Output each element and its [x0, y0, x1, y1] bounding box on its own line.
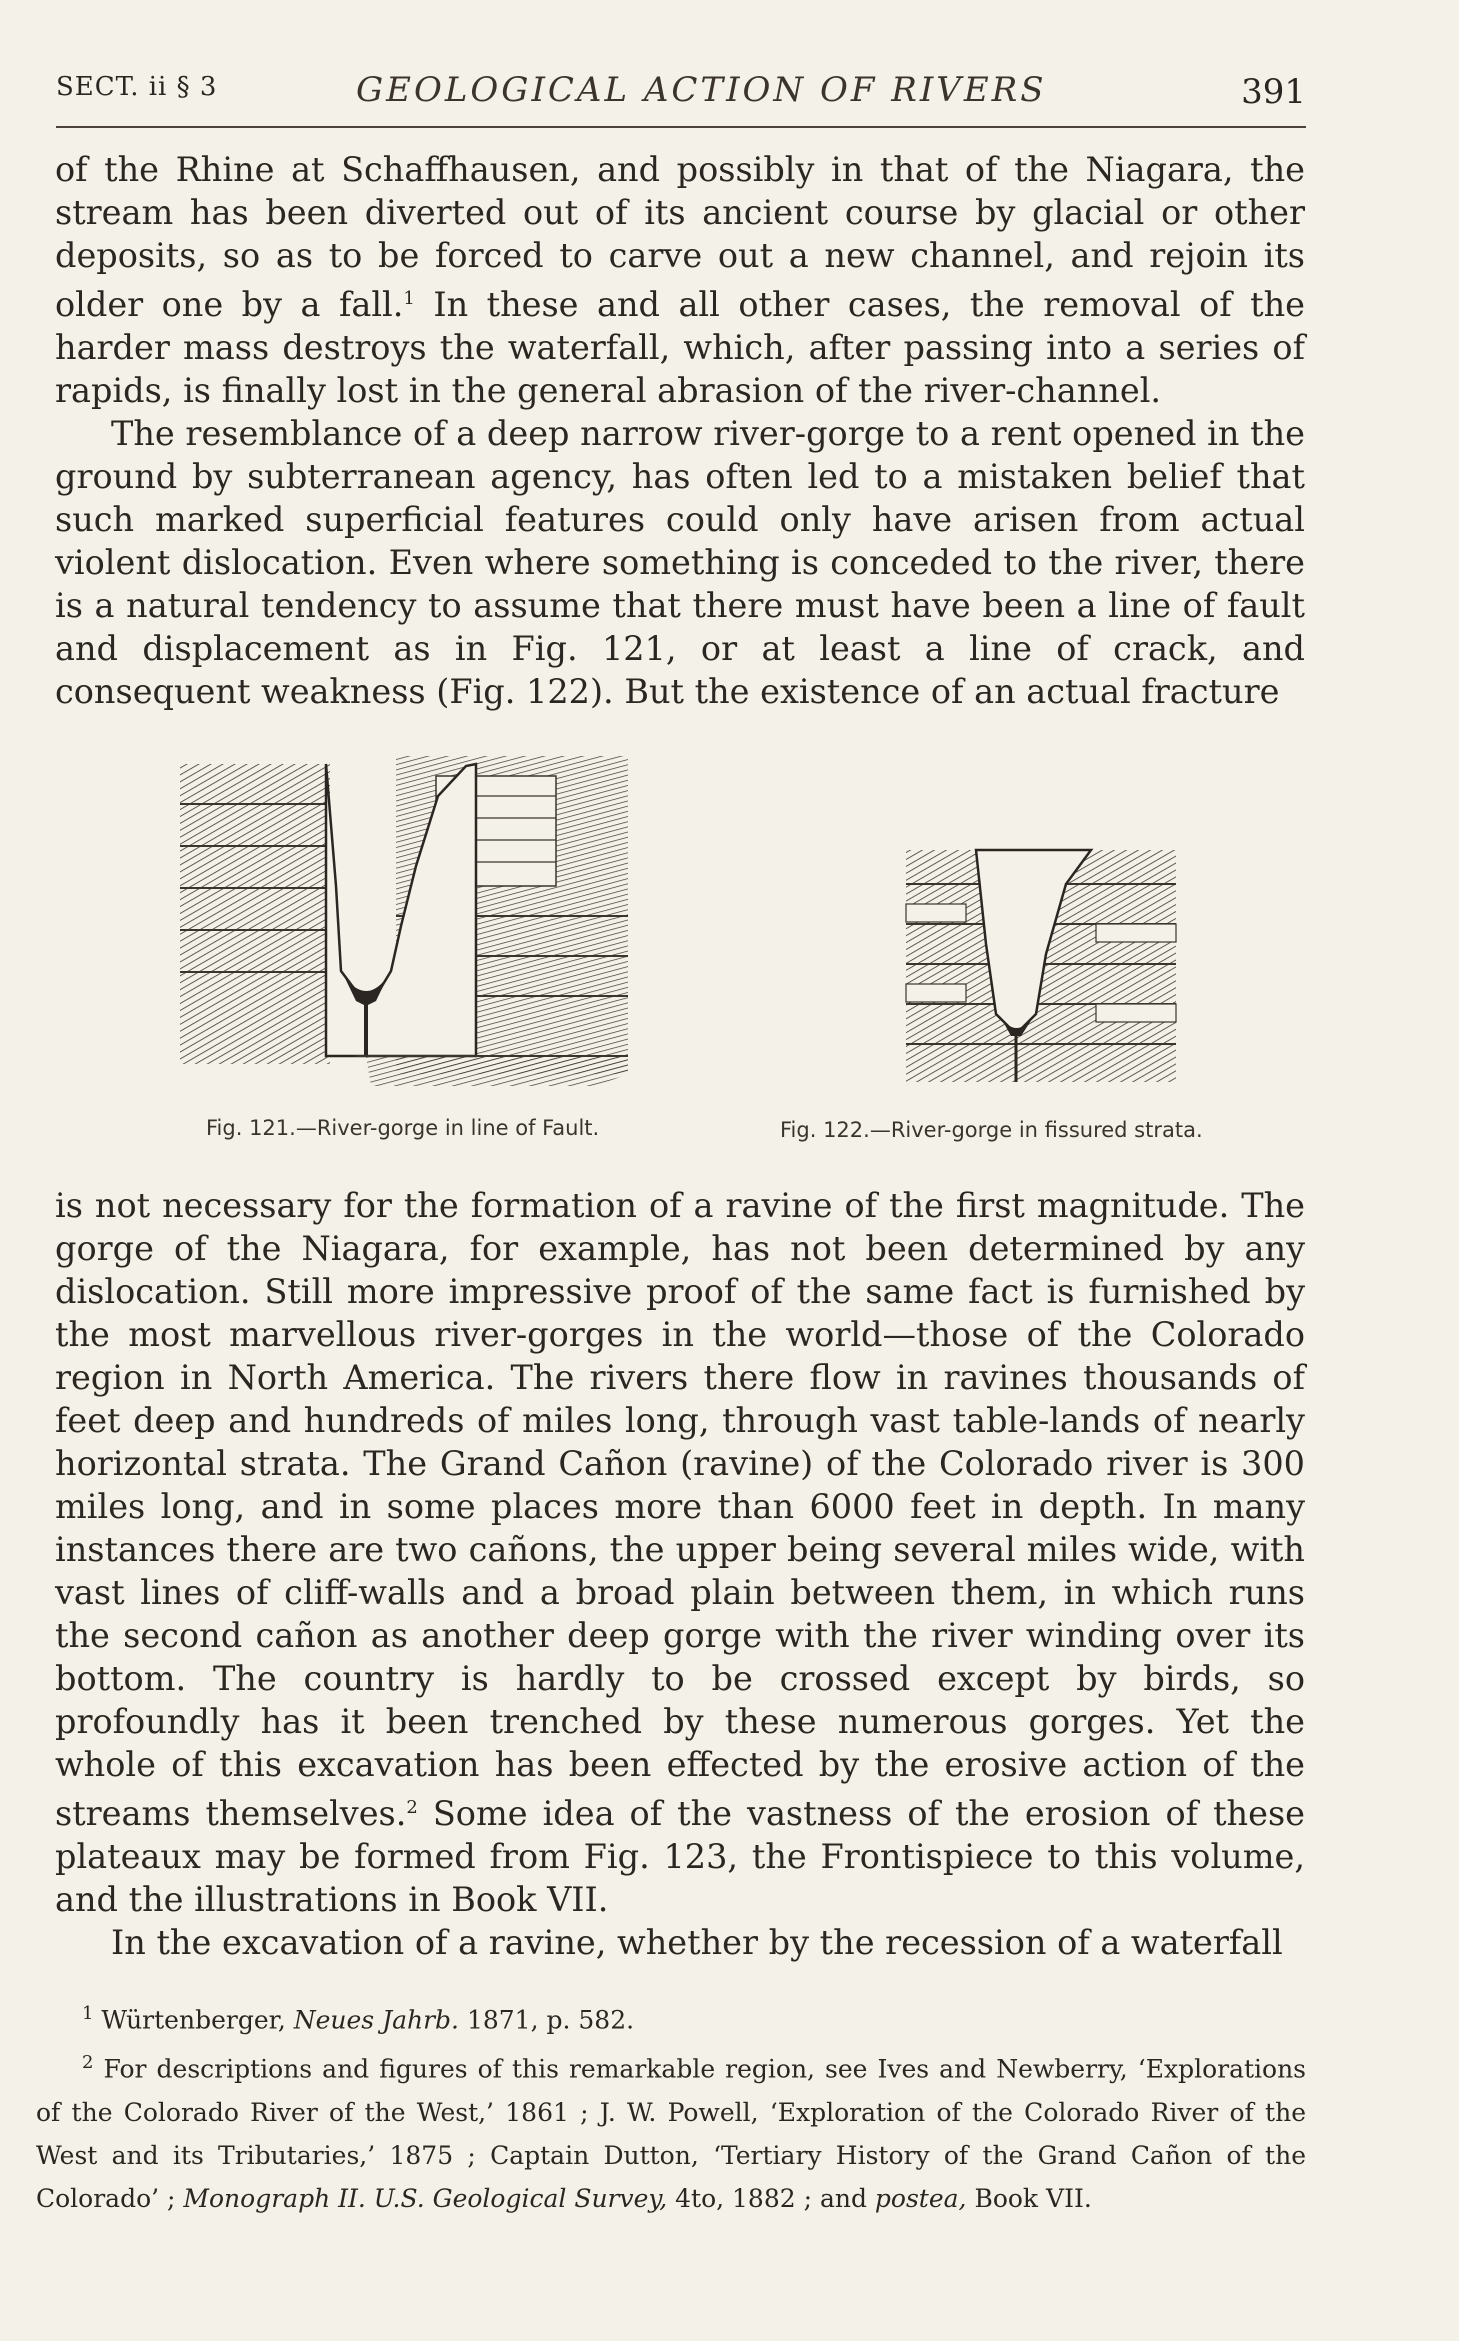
page-number: 391 — [1241, 72, 1306, 112]
footnote-2 — [36, 2041, 1306, 2219]
footnote-2-rest: 4to, 1882 ; and — [667, 2183, 875, 2213]
footnote-ref-1: 1 — [403, 288, 415, 309]
paragraph-3-continuation: Some idea of the vastness of the erosion of these plateaux may be formed from Fig. 123, the Frontispiece to this volume, and the illustrations in Book VII. — [55, 1794, 1305, 1920]
running-header — [56, 66, 1306, 128]
paragraph-3 — [55, 1184, 1305, 1921]
paragraph-4: In the excavation of a ravine, whether by the recession of a waterfall — [111, 1923, 1283, 1963]
footnote-2-monograph: Monograph II. U.S. Geological Survey, — [183, 2183, 668, 2213]
footnote-1-rest: 1871, p. 582. — [459, 2005, 635, 2035]
figures-area — [0, 750, 1459, 1170]
paragraph-1-continuation: In these and all other cases, the removal of the harder mass destroys the waterfall, which, after passing into a series of rapids, is finally lost in the general abrasion of the river-channel. — [55, 285, 1305, 411]
figure-122-illustration — [896, 844, 1186, 1094]
figure-121-caption: Fig. 121.—River-gorge in line of Fault. — [206, 1116, 600, 1140]
footnote-1-text: Würtenberger, — [93, 2005, 294, 2035]
fig121-left-block — [180, 764, 330, 1064]
footnote-1-number: 1 — [82, 2003, 94, 2024]
figure-121-illustration — [176, 756, 636, 1096]
footnote-1 — [36, 1992, 1306, 2041]
paragraph-3-text: is not necessary for the formation of a ravine of the first magnitude. The gorge of the Niagara, for example, has not been determined by any dislocation. Still more impressive proof of the same fact is furnished by the most marvellous river-gorges in the world—those of the Colorado region in North America. The rivers there flow in ravines thousands of feet deep and hundreds of miles long, through vast table-lands of nearly horizontal strata. The Grand Cañon (ravine) of the Colorado river is 300 miles long, and in some places more than 6000 feet in depth. In many instances there are two cañons, the upper being several miles wide, with vast lines of cliff-walls and a broad plain between them, in which runs the second cañon as another deep gorge with the river winding over its bottom. The country is hardly to be crossed except by birds, so profoundly has it been trenched by these numerous gorges. Yet the whole of this excavation has been effected by the erosive action of the streams themselves. — [55, 1186, 1305, 1834]
paragraph-2: The resemblance of a deep narrow river-gorge to a rent opened in the ground by subterranean agency, has often led to a mistaken belief that such marked superficial features could only have arisen from actual violent dislocation. Even where something is conceded to the river, there is a natural tendency to assume that there must have been a line of fault and displacement as in Fig. 121, or at least a line of crack, and consequent weakness (Fig. 122). But the existence of an actual fracture — [55, 414, 1305, 712]
upper-text-block — [55, 148, 1305, 713]
footnote-2-end: Book VII. — [966, 2183, 1092, 2213]
footnote-2-postea: postea, — [874, 2183, 967, 2213]
paragraph-1-text: of the Rhine at Schaffhausen, and possibly in that of the Niagara, the stream has been diverted out of its ancient course by glacial or other deposits, so as to be forced to carve out a new channel, and rejoin its older one by a fall. — [55, 150, 1305, 325]
lower-text-block — [55, 1184, 1305, 1964]
running-title: GEOLOGICAL ACTION OF RIVERS — [356, 70, 1047, 110]
footnote-1-journal: Neues Jahrb. — [293, 2005, 460, 2035]
footnotes — [36, 1992, 1306, 2220]
footnote-2-number: 2 — [82, 2052, 94, 2074]
footnote-ref-2: 2 — [406, 1797, 418, 1818]
paragraph-1 — [55, 148, 1305, 412]
figure-122-caption: Fig. 122.—River-gorge in fissured strata. — [780, 1118, 1203, 1142]
footnote-2-text: For descriptions and figures of this remarkable region, see Ives and Newberry, ‘Explorations of the Colorado River of the West,’ 1861 ; J. W. Powell, ‘Exploration of the Colorado River of the West and its Tributaries,’ 1875 ; Captain Dutton, ‘Tertiary History of the Grand Cañon of the Colorado’ ; — [36, 2054, 1306, 2213]
section-label: SECT. ii § 3 — [56, 72, 218, 102]
